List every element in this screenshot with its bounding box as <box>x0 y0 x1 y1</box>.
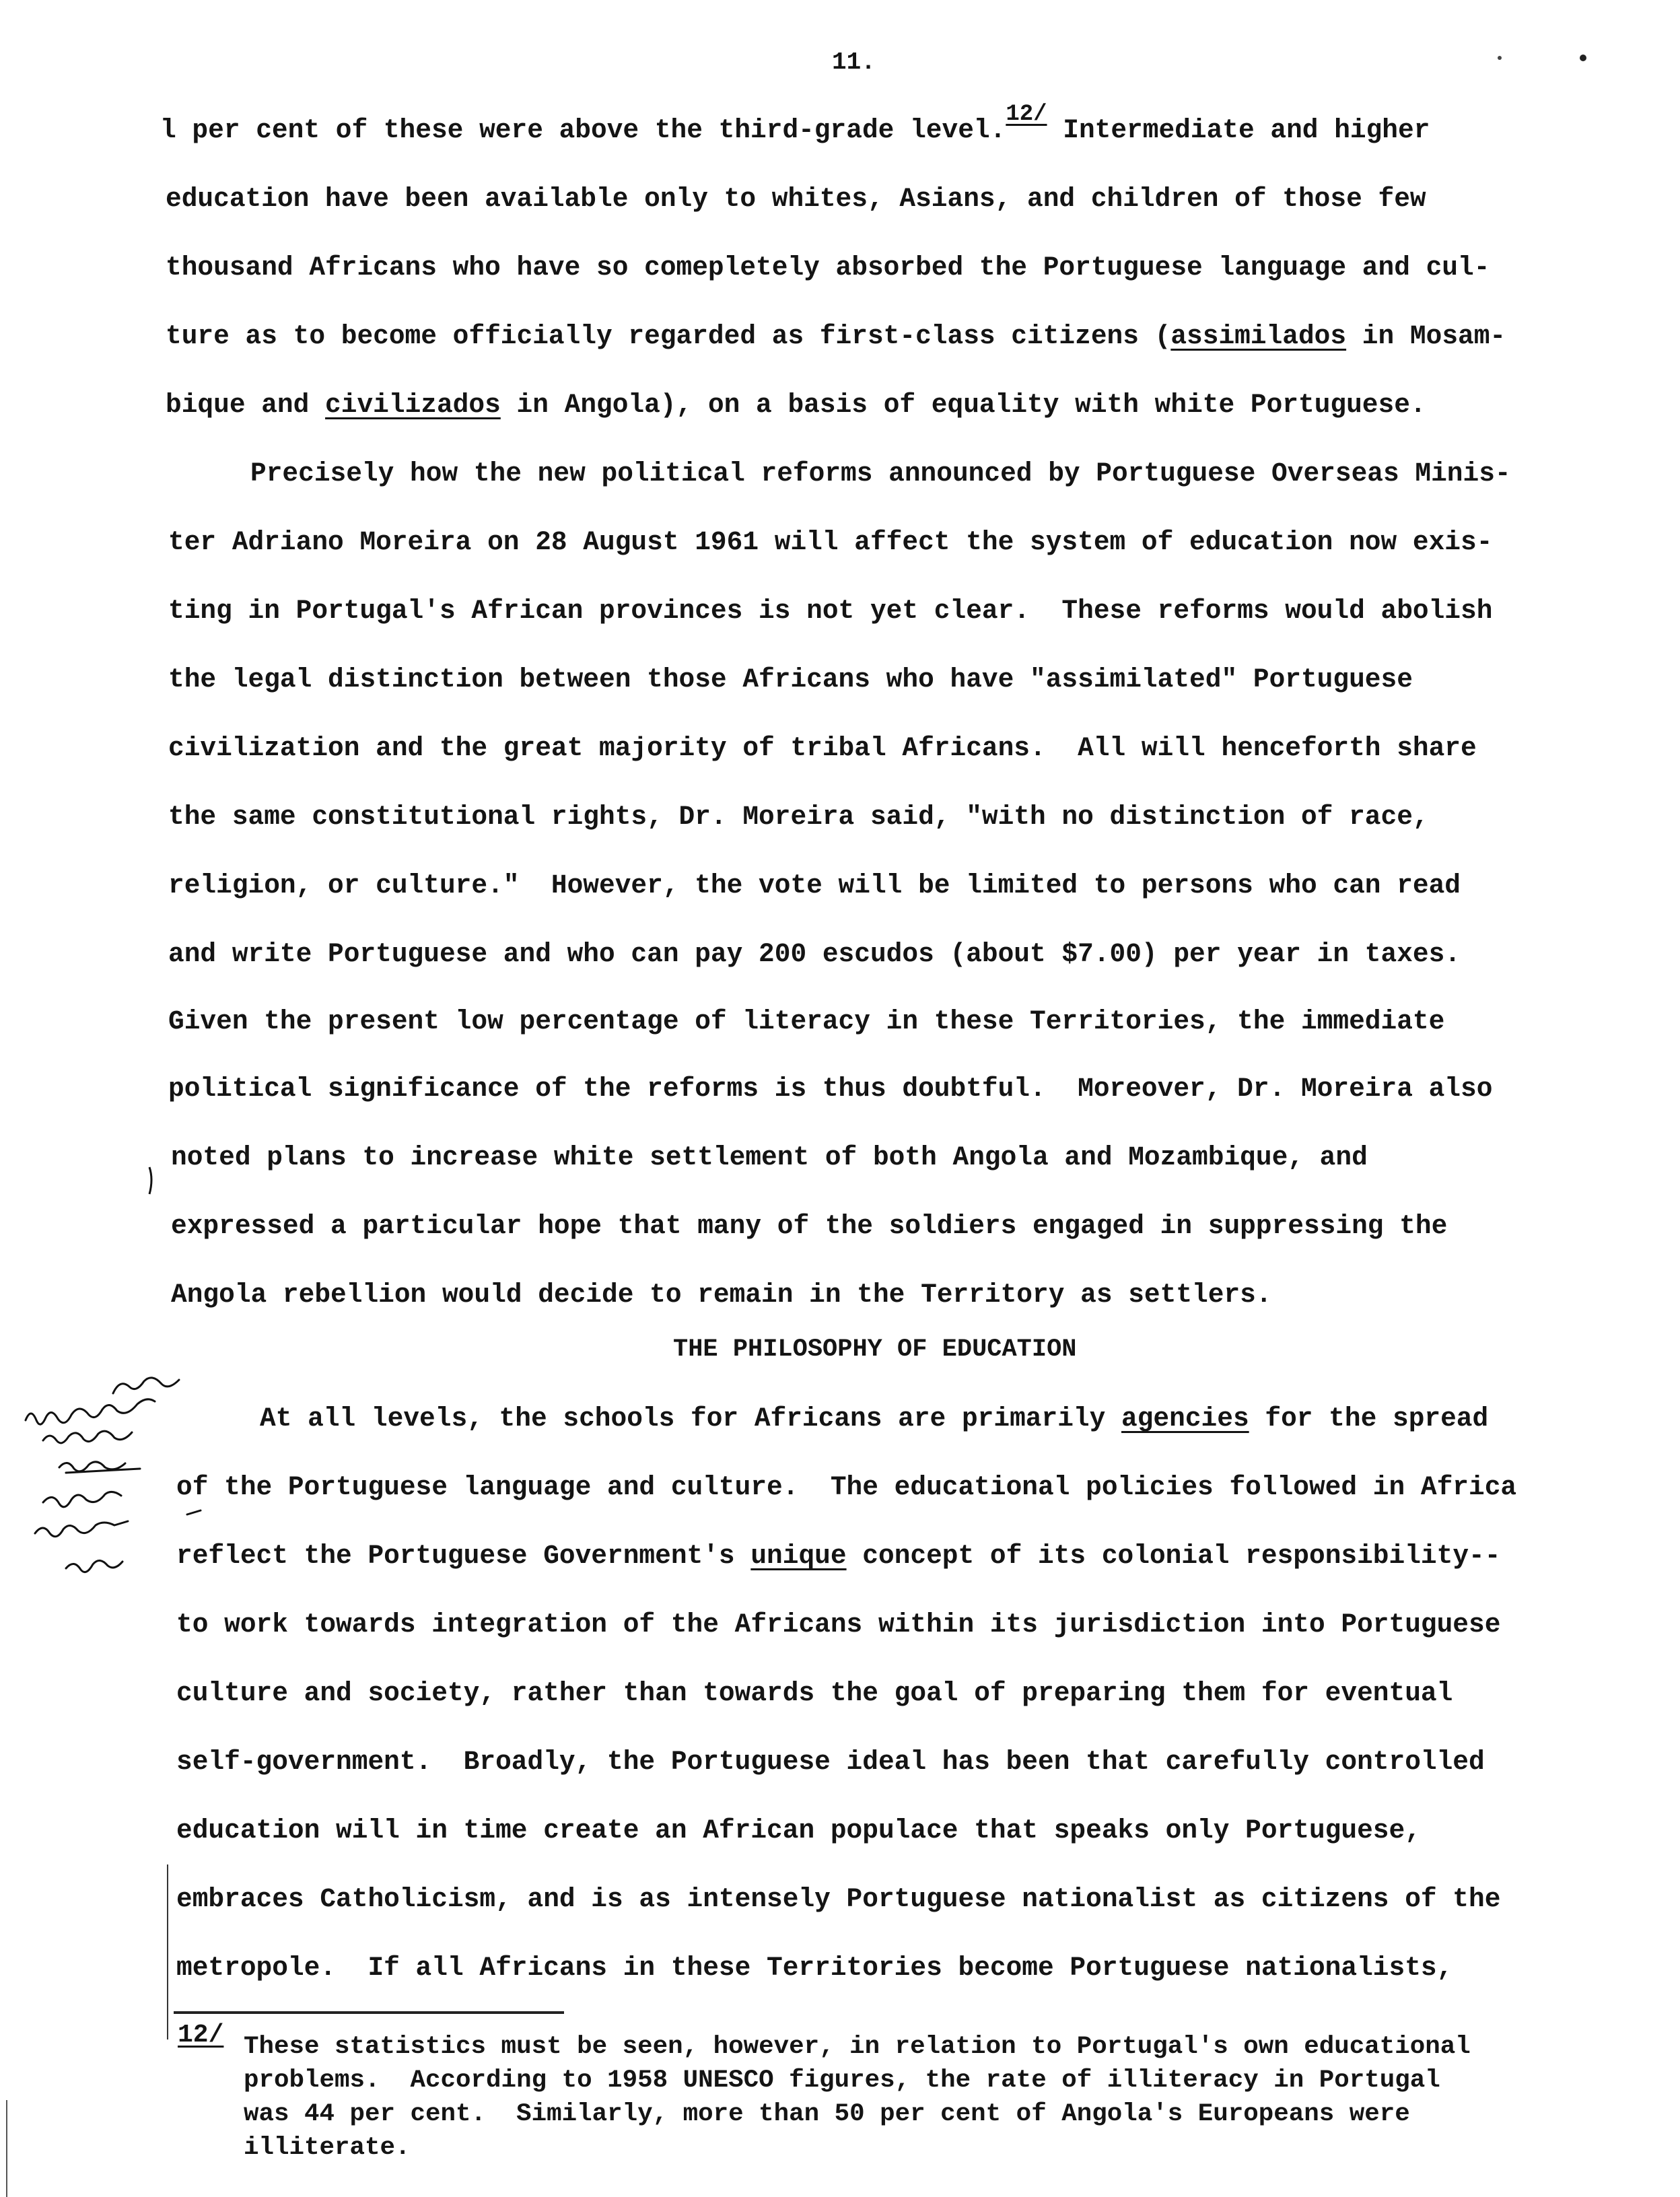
page-number: 11. <box>832 48 876 76</box>
ink-speck-icon <box>1575 47 1595 67</box>
body-line: thousand Africans who have so comepletely absorbed the Portuguese language and cul- <box>166 252 1490 283</box>
underlined-term: unique <box>750 1541 847 1571</box>
body-line: Angola rebellion would decide to remain in the Territory as settlers. <box>171 1280 1272 1310</box>
footnote-line: problems. According to 1958 UNESCO figures, the rate of illiteracy in Portugal <box>244 2066 1440 2095</box>
body-line: metropole. If all Africans in these Territories become Portuguese nationalists, <box>176 1953 1453 1983</box>
footnote-line: These statistics must be seen, however, in relation to Portugal's own educational <box>244 2033 1471 2061</box>
footnote-marker: 12/ <box>178 2021 224 2050</box>
footnote-line: was 44 per cent. Similarly, more than 50 per cent of Angola's Europeans were <box>244 2100 1410 2128</box>
body-line: education have been available only to whites, Asians, and children of those few <box>166 184 1426 214</box>
body-line: reflect the Portuguese Government's unique concept of its colonial responsibility-- <box>176 1541 1501 1571</box>
body-line: culture and society, rather than towards the goal of preparing them for eventual <box>176 1678 1453 1708</box>
section-heading: THE PHILOSOPHY OF EDUCATION <box>673 1335 1077 1364</box>
body-line: education will in time create an African populace that speaks only Portuguese, <box>176 1815 1421 1846</box>
scan-edge-icon <box>4 2100 9 2197</box>
footnote-reference: 12/ <box>1006 102 1047 127</box>
body-line: bique and civilizados in Angola), on a basis of equality with white Portuguese. <box>166 390 1426 420</box>
body-line: political significance of the reforms is thus doubtful. Moreover, Dr. Moreira also <box>168 1074 1493 1104</box>
body-line: ter Adriano Moreira on 28 August 1961 will affect the system of education now exis- <box>168 527 1493 557</box>
body-line: civilization and the great majority of tribal Africans. All will henceforth share <box>168 733 1477 763</box>
body-line: religion, or culture." However, the vote will be limited to persons who can read <box>168 870 1461 901</box>
body-line: ting in Portugal's African provinces is not yet clear. These reforms would abolish <box>168 596 1493 626</box>
body-line: embraces Catholicism, and is as intensely Portuguese nationalist as citizens of the <box>176 1884 1501 1914</box>
body-line: to work towards integration of the Africans within its jurisdiction into Portuguese <box>176 1609 1501 1640</box>
body-line: l per cent of these were above the third-grade level.12/ Intermediate and higher <box>160 102 1430 145</box>
underlined-term: agencies <box>1121 1403 1249 1434</box>
body-line: the same constitutional rights, Dr. Moreira said, "with no distinction of race, <box>168 802 1429 832</box>
underlined-term: civilizados <box>325 390 501 420</box>
footnote-rule <box>174 2011 564 2014</box>
ink-speck-icon <box>1494 53 1508 66</box>
underlined-term: assimilados <box>1170 321 1347 351</box>
margin-mark-icon <box>145 1164 155 1198</box>
body-line: self-government. Broadly, the Portuguese ideal has been that carefully controlled <box>176 1747 1485 1777</box>
body-line: ture as to become officially regarded as first-class citizens (assimilados in Mosam- <box>166 321 1506 351</box>
body-line: of the Portuguese language and culture. The educational policies followed in Africa <box>176 1472 1517 1502</box>
margin-line-icon <box>164 1864 171 2039</box>
body-line: Given the present low percentage of literacy in these Territories, the immediate <box>168 1006 1445 1037</box>
body-line: the legal distinction between those Africans who have "assimilated" Portuguese <box>168 664 1413 695</box>
body-line: and write Portuguese and who can pay 200 escudos (about $7.00) per year in taxes. <box>168 939 1461 969</box>
body-line: expressed a particular hope that many of the soldiers engaged in suppressing the <box>171 1211 1448 1241</box>
handwritten-annotation-icon <box>19 1373 241 1589</box>
body-line: Precisely how the new political reforms announced by Portuguese Overseas Minis- <box>250 458 1511 489</box>
footnote-line: illiterate. <box>244 2134 411 2162</box>
body-line: noted plans to increase white settlement of both Angola and Mozambique, and <box>171 1142 1368 1173</box>
body-line: At all levels, the schools for Africans are primarily agencies for the spread <box>260 1403 1489 1434</box>
